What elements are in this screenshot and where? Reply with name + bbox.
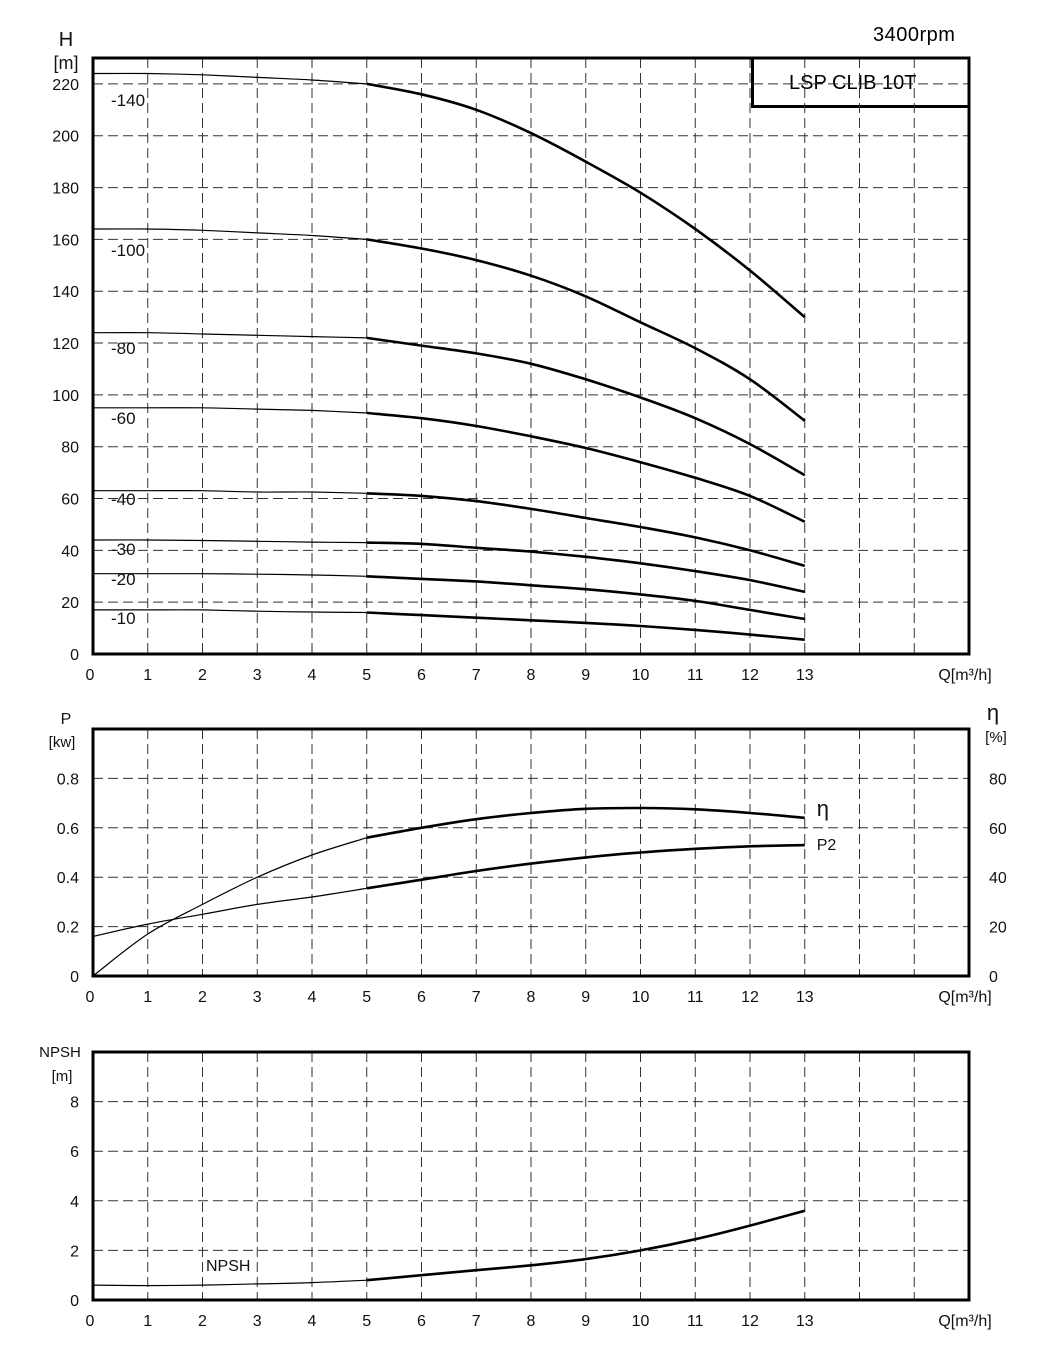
- y2-axis-title: η: [986, 700, 1000, 725]
- y-tick-label: 0.6: [56, 820, 79, 838]
- series-label: NPSH: [206, 1258, 251, 1275]
- x-tick-label: 1: [143, 667, 153, 684]
- y-tick-label: 6: [70, 1144, 79, 1162]
- y2-tick-label: 40: [989, 870, 1007, 888]
- x-tick-label: 12: [741, 989, 759, 1006]
- y-tick-label: 220: [52, 76, 79, 94]
- x-tick-label: 11: [686, 1313, 704, 1330]
- series-label: η: [816, 795, 829, 821]
- x-tick-label: 3: [252, 989, 262, 1006]
- y-axis-title: NPSH: [39, 1044, 81, 1061]
- series-label: -80: [111, 339, 136, 358]
- x-tick-label: 13: [795, 1313, 814, 1330]
- series-label: -30: [111, 540, 136, 559]
- x-tick-label: 13: [795, 989, 814, 1006]
- x-tick-label: 3: [252, 1313, 262, 1330]
- y-tick-label: 40: [61, 543, 79, 561]
- x-tick-label: 8: [526, 667, 536, 684]
- head-curve-line: [367, 576, 805, 619]
- x-tick-label: 7: [471, 1313, 481, 1330]
- x-tick-label: 8: [526, 989, 536, 1006]
- y-tick-label: 0: [70, 647, 79, 664]
- x-tick-label: 7: [471, 989, 481, 1006]
- y-tick-label: 0: [70, 1293, 79, 1310]
- x-axis-label: Q[m³/h]: [938, 1313, 992, 1330]
- head-curve-line-low-flow: [93, 333, 367, 338]
- x-tick-label: 4: [307, 989, 317, 1006]
- x-tick-label: 12: [741, 1313, 759, 1330]
- y-tick-label: 80: [61, 439, 79, 457]
- speed-label: 3400rpm: [873, 24, 956, 46]
- x-tick-label: 5: [362, 989, 372, 1006]
- power-chart: [49, 700, 1007, 1006]
- y-tick-label: 180: [52, 180, 79, 198]
- npsh-chart: [39, 1044, 992, 1330]
- y-tick-label: 0: [70, 969, 79, 986]
- y2-tick-label: 80: [989, 771, 1007, 789]
- x-tick-label: 0: [85, 667, 95, 684]
- x-axis-label: Q[m³/h]: [938, 989, 992, 1006]
- x-axis-label: Q[m³/h]: [938, 667, 992, 684]
- x-tick-label: 6: [417, 667, 426, 684]
- x-tick-label: 7: [471, 667, 481, 684]
- series-label: -60: [111, 409, 136, 428]
- y-axis-unit: [m]: [51, 1068, 73, 1085]
- x-tick-label: 6: [417, 1313, 426, 1330]
- y-axis-title: H: [58, 29, 74, 51]
- series-label: -40: [111, 490, 136, 509]
- y-tick-label: 200: [52, 128, 79, 146]
- model-label: LSP CLIB 10T: [789, 72, 917, 94]
- x-tick-label: 3: [252, 667, 262, 684]
- x-tick-label: 2: [198, 989, 207, 1006]
- head-curve-line-low-flow: [93, 229, 367, 239]
- y-tick-label: 140: [52, 284, 79, 302]
- y-tick-label: 100: [52, 387, 79, 405]
- y-tick-label: 4: [70, 1193, 79, 1211]
- series-label: -140: [111, 91, 146, 110]
- y-axis-unit: [kw]: [48, 734, 76, 751]
- y-axis-unit: [m]: [53, 53, 79, 73]
- x-tick-label: 9: [581, 1313, 591, 1330]
- x-tick-label: 11: [686, 667, 704, 684]
- x-tick-label: 12: [741, 667, 759, 684]
- y2-tick-label: 0: [989, 969, 998, 986]
- x-tick-label: 10: [631, 667, 650, 684]
- head-frame: [93, 58, 969, 654]
- head-curve-line-low-flow: [93, 73, 367, 83]
- power-curve-line-low-flow: [93, 888, 367, 936]
- y-tick-label: 0.2: [56, 919, 79, 937]
- series-label: -100: [111, 241, 146, 260]
- y-tick-label: 8: [70, 1094, 79, 1112]
- y-tick-label: 2: [70, 1243, 79, 1261]
- series-label: -10: [111, 609, 136, 628]
- y2-tick-label: 60: [989, 820, 1007, 838]
- y2-tick-label: 20: [989, 919, 1007, 937]
- x-tick-label: 2: [198, 667, 207, 684]
- x-tick-label: 1: [143, 1313, 153, 1330]
- x-tick-label: 10: [631, 1313, 650, 1330]
- y-tick-label: 0.8: [56, 771, 79, 789]
- y-tick-label: 60: [61, 491, 79, 509]
- y-tick-label: 120: [52, 336, 79, 354]
- y-tick-label: 160: [52, 232, 79, 250]
- x-tick-label: 10: [631, 989, 650, 1006]
- head-chart: [52, 29, 991, 684]
- y-axis-title: P: [60, 711, 72, 728]
- series-label: P2: [816, 837, 837, 855]
- x-tick-label: 0: [85, 989, 95, 1006]
- series-label: -20: [111, 570, 136, 589]
- x-tick-label: 13: [795, 667, 814, 684]
- x-tick-label: 5: [362, 1313, 372, 1330]
- x-tick-label: 8: [526, 1313, 536, 1330]
- x-tick-label: 4: [307, 1313, 317, 1330]
- y2-axis-unit: [%]: [985, 729, 1007, 746]
- y-tick-label: 20: [61, 595, 79, 613]
- x-tick-label: 2: [198, 1313, 207, 1330]
- x-tick-label: 9: [581, 989, 591, 1006]
- y-tick-label: 0.4: [56, 870, 79, 888]
- x-tick-label: 0: [85, 1313, 95, 1330]
- efficiency-curve-line-low-flow: [93, 838, 367, 976]
- x-tick-label: 6: [417, 989, 426, 1006]
- x-tick-label: 11: [686, 989, 704, 1006]
- x-tick-label: 1: [143, 989, 153, 1006]
- x-tick-label: 5: [362, 667, 372, 684]
- x-tick-label: 9: [581, 667, 591, 684]
- npsh-curve-line-low-flow: [93, 1280, 367, 1285]
- x-tick-label: 4: [307, 667, 317, 684]
